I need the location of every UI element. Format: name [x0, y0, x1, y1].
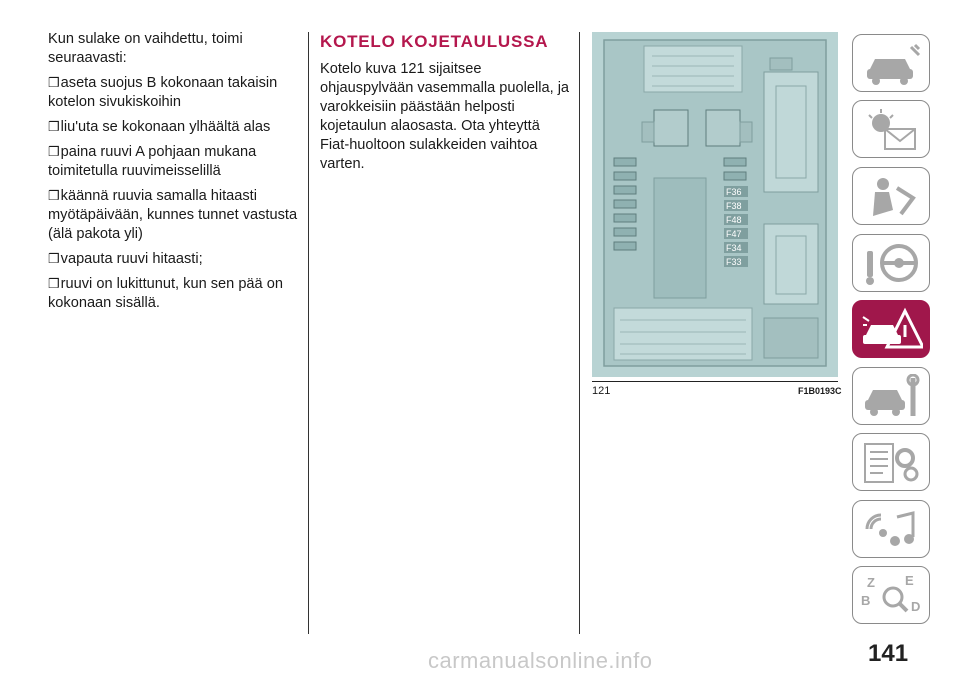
- checkbox-bullet-icon: ❒: [48, 144, 60, 159]
- checkbox-bullet-icon: ❒: [48, 188, 60, 203]
- fuse-label-f36: F36: [726, 187, 742, 197]
- car-dashboard-icon: [861, 41, 923, 87]
- fuse-label-f34: F34: [726, 243, 742, 253]
- maintenance-car-icon: [861, 374, 923, 420]
- svg-text:Z: Z: [867, 575, 875, 590]
- column-divider: [308, 32, 309, 634]
- figure-number: 121: [592, 385, 611, 397]
- tab-index[interactable]: [852, 566, 930, 624]
- tab-multimedia[interactable]: [852, 500, 930, 558]
- index-letters-icon: [861, 573, 923, 619]
- step-item: ❒vapauta ruuvi hitaasti;: [48, 251, 203, 267]
- tab-specs[interactable]: [852, 433, 930, 491]
- section-heading: KOTELO KOJETAULUSSA: [320, 32, 549, 51]
- tab-airbag-seat[interactable]: [852, 167, 930, 225]
- body-paragraph: Kotelo kuva 121 sijaitsee ohjauspylvään vasemmalla puolella, ja varokkeisiin päästään helposti kojetaulun alaosasta. Ota yhteyttä Fiat-huoltoon sulakkeiden vaihtoa varten.: [320, 61, 570, 172]
- svg-text:D: D: [911, 599, 921, 614]
- step-item: ❒paina ruuvi A pohjaan mukana toimitetulla ruuvimeisselillä: [48, 144, 257, 179]
- step-item: ❒käännä ruuvia samalla hitaasti myötäpäivään, kunnes tunnet vastusta (älä pakota yli): [48, 188, 298, 242]
- key-steering-icon: [861, 241, 923, 287]
- checkbox-bullet-icon: ❒: [48, 251, 60, 266]
- figure-code: F1B0193C: [798, 386, 842, 396]
- fuse-label-f33: F33: [726, 257, 742, 267]
- fuse-label-f47: F47: [726, 229, 742, 239]
- watermark: carmanualsonline.info: [428, 648, 653, 673]
- tab-lights-mail[interactable]: [852, 100, 930, 158]
- specs-gears-icon: [861, 440, 923, 486]
- tab-maintenance[interactable]: [852, 367, 930, 425]
- step-item: ❒ruuvi on lukittunut, kun sen pää on kokonaan sisällä.: [48, 276, 283, 311]
- step-item: ❒liu'uta se kokonaan ylhäältä alas: [48, 119, 271, 135]
- fuse-box-illustration: [592, 32, 838, 377]
- emergency-car-icon: [861, 307, 923, 353]
- page-number: 141: [868, 640, 909, 667]
- middle-text-column: [320, 30, 572, 179]
- fuse-label-f38: F38: [726, 201, 742, 211]
- lights-mail-icon: [861, 107, 923, 153]
- fuse-label-f48: F48: [726, 215, 742, 225]
- tab-car-dashboard[interactable]: [852, 34, 930, 92]
- airbag-seat-icon: [861, 174, 923, 220]
- figure-caption-rule: [592, 381, 838, 382]
- multimedia-music-icon: [861, 507, 923, 553]
- column-divider: [579, 32, 580, 634]
- left-text-column: [48, 30, 298, 318]
- svg-text:E: E: [905, 573, 914, 588]
- checkbox-bullet-icon: ❒: [48, 119, 60, 134]
- tab-key-steering[interactable]: [852, 234, 930, 292]
- checkbox-bullet-icon: ❒: [48, 276, 60, 291]
- step-item: ❒aseta suojus B kokonaan takaisin kotelon sivukiskoihin: [48, 75, 278, 110]
- checkbox-bullet-icon: ❒: [48, 75, 60, 90]
- svg-text:B: B: [861, 593, 871, 608]
- tab-emergency[interactable]: [852, 300, 930, 358]
- intro-paragraph: Kun sulake on vaihdettu, toimi seuraavasti:: [48, 31, 243, 66]
